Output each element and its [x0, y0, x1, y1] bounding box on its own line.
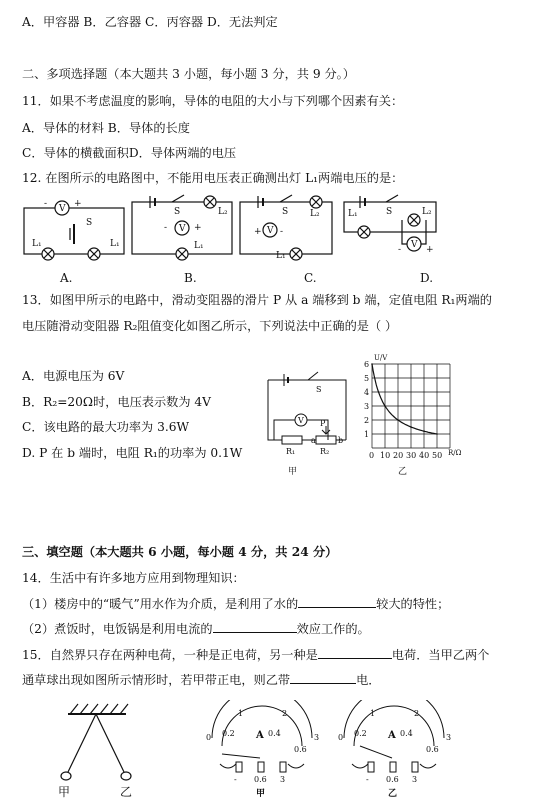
- q13-voltmeter-symbol: V: [298, 416, 304, 425]
- circuit-c-minus: -: [280, 227, 284, 237]
- circuit-c-plus: +: [254, 227, 262, 237]
- q12-label-a: A.: [60, 271, 73, 285]
- circuit-a-l1-label: L₁: [32, 239, 42, 249]
- graph-xtick: 20: [393, 451, 404, 460]
- q14-part1: [22, 595, 449, 612]
- q13-r2-label: R₂: [320, 447, 330, 456]
- ammeter-left-small-2: 0.4: [268, 729, 281, 738]
- circuit-b-l2-label: L₂: [218, 207, 228, 217]
- q13-graph-curve: [372, 364, 437, 434]
- q13-stem-line1: 13．如图甲所示的电路中，滑动变阻器的滑片 P 从 a 端移到 b 端，定值电阻 R₁两端的: [22, 293, 492, 307]
- q13-graph-caption: 乙: [398, 467, 408, 477]
- q13-option-b: B．R₂=20Ω时，电压表示数为 4V: [22, 395, 211, 409]
- ammeter-right-small-3: 0.6: [426, 745, 439, 754]
- circuit-a-minus: -: [44, 199, 48, 209]
- graph-xtick: 30: [406, 451, 417, 460]
- circuit-c-l2-label: L₂: [310, 209, 320, 219]
- graph-data-point: [436, 433, 438, 435]
- q15-line2: [22, 671, 381, 688]
- graph-data-point: [384, 405, 386, 407]
- graph-xtick: 50: [432, 451, 443, 460]
- q13-option-c: C．该电路的最大功率为 3.6W: [22, 420, 189, 434]
- circuit-d-plus: +: [426, 245, 434, 255]
- ammeter-right-term-3: 3: [412, 775, 418, 784]
- ammeter-right-caption: 乙: [388, 789, 398, 799]
- q15-line1: [22, 646, 489, 663]
- section2-title: 二、多项选择题（本大题共 3 小题，每小题 3 分，共 9 分。）: [22, 67, 355, 81]
- graph-data-point: [397, 419, 399, 421]
- circuit-b-voltmeter-symbol: V: [179, 224, 186, 234]
- circuit-b-switch-label: S: [174, 207, 181, 217]
- ammeter-right-big-3: 3: [446, 733, 452, 742]
- graph-data-point: [371, 363, 373, 365]
- q13-graph-ylabel: U/V: [374, 354, 388, 362]
- q14-part2: [22, 620, 370, 637]
- ball-right-label: 乙: [120, 785, 133, 799]
- ammeter-left-term-3: 3: [280, 775, 286, 784]
- circuit-a-switch-label: S: [86, 218, 93, 228]
- graph-data-point: [410, 426, 412, 428]
- circuit-d-switch-label: S: [386, 207, 393, 217]
- ammeter-left-caption: 甲: [256, 789, 266, 799]
- pith-ball-right: [121, 772, 131, 780]
- q13-circuit-caption: 甲: [288, 467, 298, 477]
- q15-ammeter-left: [200, 700, 324, 800]
- q14-part1-text-b: 较大的特性；: [376, 597, 450, 611]
- q14-part1-text-a: （1）楼房中的“暖气”用水作为介质，是利用了水的: [22, 597, 299, 611]
- q14-part2-text-b: 效应工作的。: [296, 622, 370, 636]
- ammeter-left-big-0: 0: [206, 733, 212, 742]
- ammeter-right-unit: A: [388, 730, 396, 741]
- circuit-a-plus: +: [74, 199, 82, 209]
- q13-b-label: b: [338, 436, 344, 445]
- q13-option-d: D. P 在 b 端时，电阻 R₁的功率为 0.1W: [22, 446, 243, 460]
- ammeter-left-big-1: 1: [238, 709, 244, 718]
- q14-stem: 14．生活中有许多地方应用到物理知识：: [22, 571, 245, 585]
- graph-ytick: 2: [364, 416, 370, 425]
- q13-graph-figure: [356, 352, 466, 482]
- q15-ammeter-right: [332, 700, 456, 800]
- q13-switch-label: S: [316, 385, 322, 394]
- q15-pith-balls-figure: [40, 700, 170, 800]
- circuit-b-plus: +: [194, 223, 202, 233]
- ammeter-right-big-1: 1: [370, 709, 376, 718]
- q13-option-a: A．电源电压为 6V: [22, 369, 125, 383]
- circuit-b-minus: -: [164, 223, 168, 233]
- q13-a-label: a: [311, 436, 316, 445]
- ball-left-label: 甲: [58, 785, 71, 799]
- q15-line1-text-a: 15．自然界只存在两种电荷，一种是正电荷，另一种是: [22, 648, 318, 662]
- graph-ytick: 5: [364, 374, 370, 383]
- q12-circuits-figure: [14, 190, 444, 290]
- ammeter-left-big-2: 2: [282, 709, 288, 718]
- graph-ytick: 4: [364, 388, 370, 397]
- circuit-d-minus: -: [398, 245, 402, 255]
- q12-stem: 12. 在图所示的电路图中，不能用电压表正确测出灯 L₁两端电压的是：: [22, 171, 404, 185]
- ammeter-right-big-0: 0: [338, 733, 344, 742]
- graph-ytick: 3: [364, 402, 370, 411]
- ammeter-right-small-2: 0.4: [400, 729, 413, 738]
- ammeter-right-big-2: 2: [414, 709, 420, 718]
- q13-stem-line2: 电压随滑动变阻器 R₂阻值变化如图乙所示，下列说法中正确的是（ ）: [22, 319, 398, 333]
- q13-graph-xlabel: R/Ω: [448, 449, 462, 457]
- graph-ytick: 1: [364, 430, 370, 439]
- q15-line2-text-b: 电．: [356, 673, 381, 687]
- circuit-b-l1-label: L₁: [194, 241, 204, 251]
- q13-p-label: P: [320, 419, 326, 428]
- circuit-c-voltmeter-symbol: V: [267, 226, 274, 236]
- circuit-a-voltmeter-symbol: V: [59, 204, 66, 214]
- q12-label-b: B.: [184, 271, 197, 285]
- q15-blank1[interactable]: [318, 646, 392, 659]
- q10-options: A．甲容器 B．乙容器 C．丙容器 D．无法判定: [22, 15, 278, 29]
- section3-title: 三、填空题（本大题共 6 小题，每小题 4 分，共 24 分）: [22, 545, 338, 559]
- ammeter-left-term-06: 0.6: [254, 775, 267, 784]
- graph-xtick: 0: [369, 451, 375, 460]
- pith-ball-left: [61, 772, 71, 780]
- circuit-c-switch-label: S: [282, 207, 289, 217]
- circuit-d-l2-label: L₂: [422, 207, 432, 217]
- q14-part2-text-a: （2）煮饭时，电饭锅是利用电流的: [22, 622, 213, 636]
- q15-line1-text-b: 电荷．当甲乙两个: [391, 648, 490, 662]
- q15-line2-text-a: 通草球出现如图所示情形时，若甲带正电，则乙带: [22, 673, 291, 687]
- ammeter-right-small-1: 0.2: [354, 729, 367, 738]
- circuit-d-voltmeter-symbol: V: [411, 240, 418, 250]
- q11-stem: 11．如果不考虑温度的影响，导体的电阻的大小与下列哪个因素有关：: [22, 94, 404, 108]
- ammeter-left-small-1: 0.2: [222, 729, 235, 738]
- graph-xtick: 10: [380, 451, 391, 460]
- q12-label-d: D.: [420, 271, 434, 285]
- circuit-a-l1b-label: L₁: [110, 239, 120, 249]
- q12-label-c: C.: [304, 271, 317, 285]
- ammeter-left-big-3: 3: [314, 733, 320, 742]
- q11-options-ab: A．导体的材料 B．导体的长度: [22, 121, 190, 135]
- q11-options-cd: C．导体的横截面积D．导体两端的电压: [22, 146, 237, 160]
- q15-blank2[interactable]: [290, 671, 356, 684]
- ammeter-left-term-neg: -: [234, 775, 237, 784]
- ammeter-left-small-3: 0.6: [294, 745, 307, 754]
- circuit-d-l1-label: L₁: [348, 209, 358, 219]
- q13-r1-label: R₁: [286, 447, 296, 456]
- q14-blank2[interactable]: [213, 620, 297, 633]
- q14-blank1[interactable]: [298, 595, 376, 608]
- graph-ytick: 6: [364, 360, 370, 369]
- ammeter-right-term-06: 0.6: [386, 775, 399, 784]
- ammeter-left-unit: A: [256, 730, 264, 741]
- circuit-c-l1-label: L₁: [276, 251, 286, 261]
- ammeter-right-term-neg: -: [366, 775, 369, 784]
- q13-circuit-figure: [256, 368, 356, 478]
- graph-xtick: 40: [419, 451, 430, 460]
- graph-data-point: [423, 430, 425, 432]
